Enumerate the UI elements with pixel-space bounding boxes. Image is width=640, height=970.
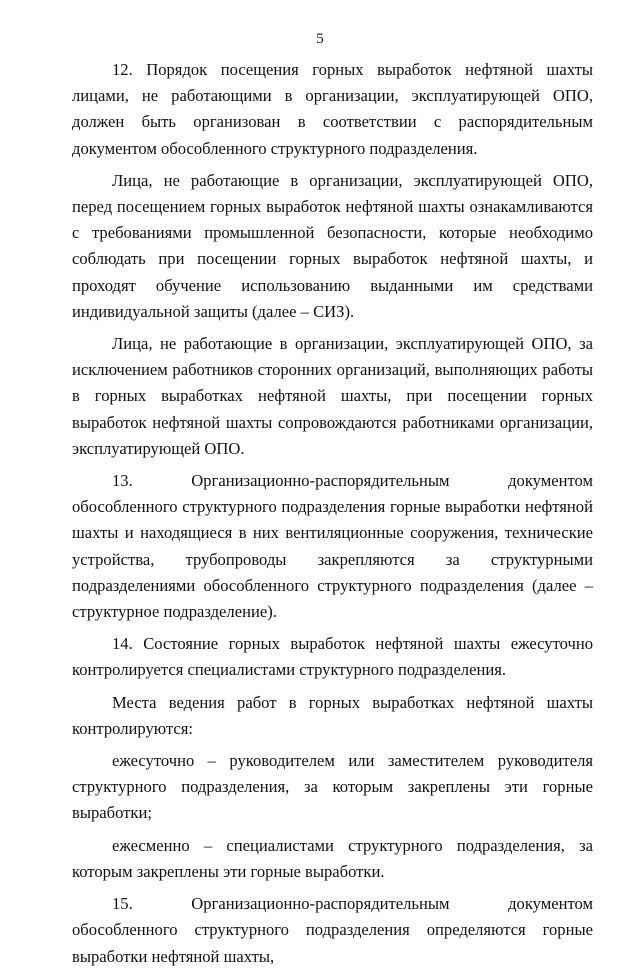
paragraph-item-12: 12. Порядок посещения горных выработок нефтяной шахты лицами, не работающими в организации, эксплуатирующей ОПО, должен быть организован в соответствии с распорядительным документом обособленного структурного подразделения. [72, 60, 593, 158]
paragraph-item-13: 13. Организационно-распорядительным документом обособленного структурного подразделения горные выработки нефтяной шахты и находящиеся в них вентиляционные сооружения, технические устройства, трубопроводы закрепляются за структурными подразделениями обособленного структурного подразделения (далее – структурное подразделение). [72, 471, 593, 622]
page-number: 5 [316, 31, 324, 47]
paragraph-shift-control: ежесменно – специалистами структурного подразделения, за которым закреплены эти горные выработки. [72, 835, 593, 881]
paragraph-daily-control: ежесуточно – руководителем или заместителем руководителя структурного подразделения, за которым закреплены эти горные выработки; [72, 751, 593, 823]
paragraph-item-15: 15. Организационно-распорядительным документом обособленного структурного подразделения определяются горные выработки нефтяной шахты, [72, 894, 593, 966]
paragraph-work-sites: Места ведения работ в горных выработках нефтяной шахты контролируются: [72, 692, 593, 738]
document-body [72, 57, 593, 970]
paragraph-visitors-briefing: Лица, не работающие в организации, эксплуатирующей ОПО, перед посещением горных выработок нефтяной шахты ознакамливаются с требованиями промышленной безопасности, которые необходимо соблюдать при посещении горных выработок нефтяной шахты, и проходят обучение использованию выданными им средствами индивидуальной защиты (далее – СИЗ). [72, 170, 593, 321]
paragraph-item-14: 14. Состояние горных выработок нефтяной шахты ежесуточно контролируется специалистами структурного подразделения. [72, 634, 593, 680]
paragraph-visitors-escort: Лица, не работающие в организации, эксплуатирующей ОПО, за исключением работников сторонних организаций, выполняющих работы в горных выработках нефтяной шахты, при посещении горных выработок нефтяной шахты сопровождаются работниками организации, эксплуатирующей ОПО. [72, 334, 593, 458]
